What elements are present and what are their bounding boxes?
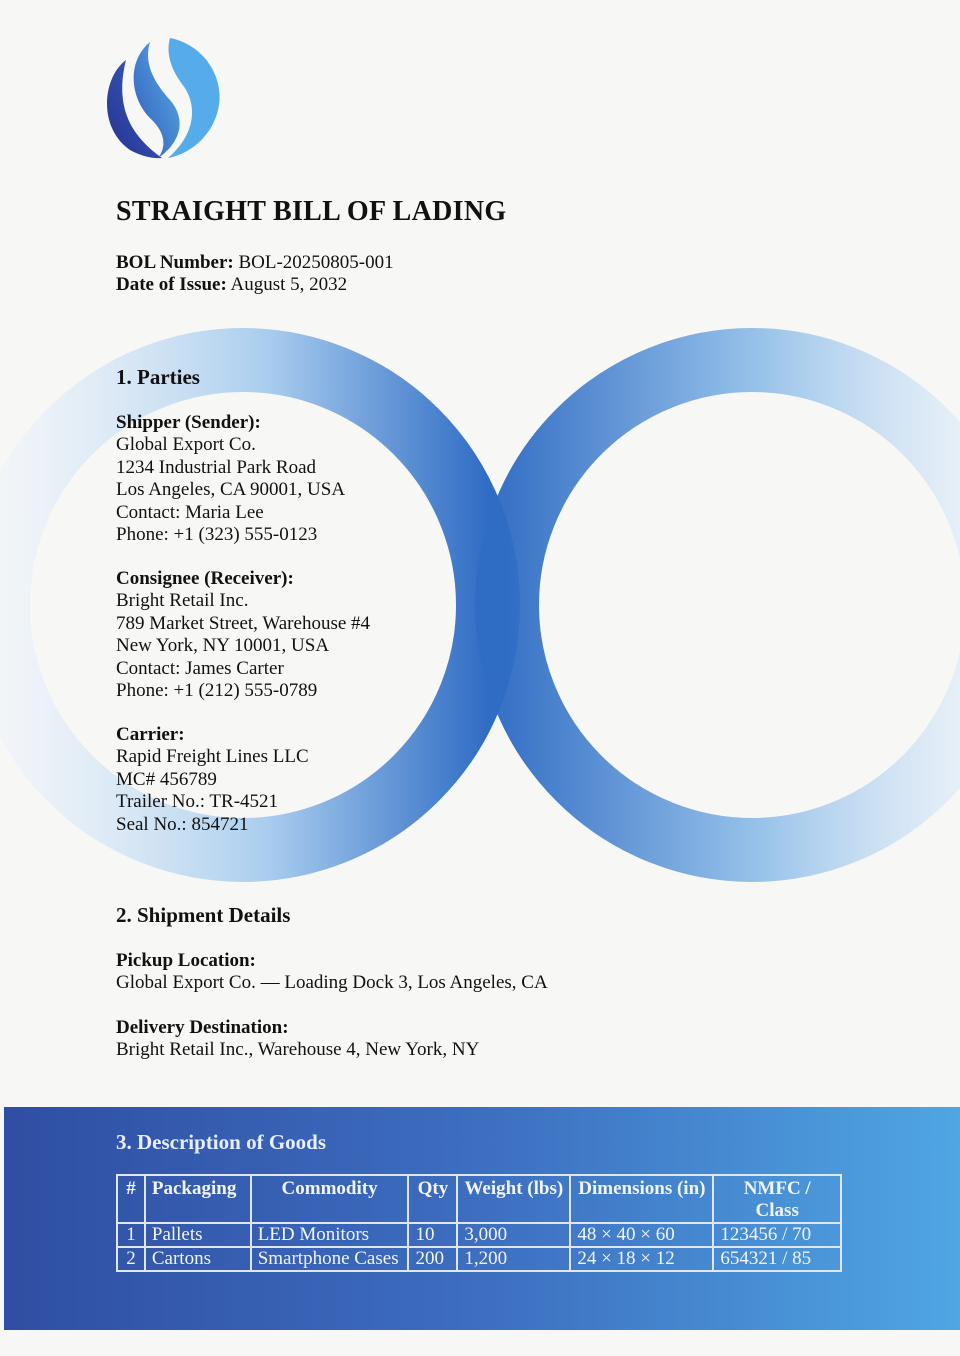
consignee-block: Consignee (Receiver): Bright Retail Inc. 789 Market Street, Warehouse #4 New York, NY 10001, USA Contact: James Carter Phone: +1 (212) 555-0789 (116, 568, 371, 702)
col-number: # (117, 1175, 145, 1223)
goods-table (116, 1174, 842, 1272)
col-dimensions: Dimensions (in) (570, 1175, 713, 1223)
table-row: 1 Pallets LED Monitors 10 3,000 48 × 40 × 60 123456 / 70 (117, 1223, 841, 1247)
shipper-block: Shipper (Sender): Global Export Co. 1234 Industrial Park Road Los Angeles, CA 90001, USA Contact: Maria Lee Phone: +1 (323) 555-0123 (116, 412, 346, 546)
company-logo-icon (100, 38, 224, 160)
table-row: 2 Cartons Smartphone Cases 200 1,200 24 × 18 × 12 654321 / 85 (117, 1247, 841, 1271)
col-weight: Weight (lbs) (457, 1175, 570, 1223)
document-title: STRAIGHT BILL OF LADING (116, 196, 507, 227)
right-ring (507, 360, 960, 850)
issue-date: Date of Issue: August 5, 2032 (116, 274, 348, 295)
goods-heading: 3. Description of Goods (116, 1130, 326, 1154)
carrier-block: Carrier: Rapid Freight Lines LLC MC# 456789 Trailer No.: TR-4521 Seal No.: 854721 (116, 724, 309, 835)
document-meta (116, 252, 394, 296)
goods-table-header (117, 1175, 841, 1223)
col-qty: Qty (408, 1175, 457, 1223)
pickup-block: Pickup Location: Global Export Co. — Loading Dock 3, Los Angeles, CA (116, 950, 548, 994)
col-packaging: Packaging (145, 1175, 251, 1223)
col-nmfc: NMFC / Class (713, 1175, 841, 1223)
shipment-heading: 2. Shipment Details (116, 903, 291, 927)
parties-heading: 1. Parties (116, 365, 200, 389)
delivery-block: Delivery Destination: Bright Retail Inc., Warehouse 4, New York, NY (116, 1017, 480, 1061)
bol-number: BOL Number: BOL-20250805-001 (116, 252, 394, 273)
col-commodity: Commodity (251, 1175, 409, 1223)
